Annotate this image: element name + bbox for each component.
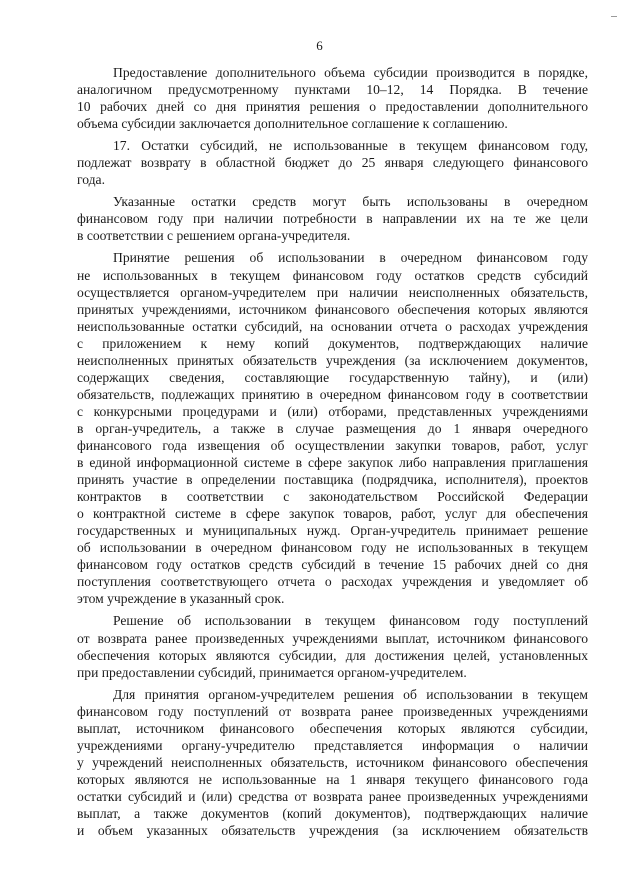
text-line: остатки субсидий и (или) средства от возврата ранее произведенных учреждениями bbox=[77, 788, 588, 804]
text-line: содержащих сведения, составляющие государственную тайну), и (или) bbox=[77, 369, 588, 385]
text-line: 17. Остатки субсидий, не использованные в текущем финансовом году, bbox=[113, 138, 588, 154]
text-line: осуществляется органом-учредителем при наличии неисполненных обязательств, bbox=[77, 284, 588, 300]
text-line: контрактов в соответствии с законодательством Российской Федерации bbox=[77, 489, 588, 505]
text-line: финансовом году остатков средств субсидий в течение 15 рабочих дней со дня bbox=[77, 557, 588, 573]
text-line: выплат, а также документов (копий документов), подтверждающих наличие bbox=[77, 805, 588, 821]
text-line: 10 рабочих дней со дня принятия решения о предоставлении дополнительного bbox=[77, 99, 588, 115]
text-line: в орган-учредитель, а также в случае размещения до 1 января очередного bbox=[77, 420, 588, 436]
text-line: обеспечения которых являются субсидии, для достижения целей, установленных bbox=[77, 647, 588, 663]
text-line: подлежат возврату в областной бюджет до 25 января следующего финансового bbox=[77, 155, 588, 171]
text-line: у учреждений неисполненных обязательств, источником финансового обеспечения bbox=[77, 754, 588, 770]
text-line: выплат, источником финансового обеспечения которых являются субсидии, bbox=[77, 720, 588, 736]
text-line: неисполненных принятых обязательств учреждения (за исключением документов, bbox=[77, 352, 588, 368]
text-line: учреждениями органу-учредителю представляется информация о наличии bbox=[77, 737, 588, 753]
text-line: принять участие в определении поставщика (подрядчика, исполнителя), проектов bbox=[77, 472, 588, 488]
paragraph bbox=[77, 612, 588, 680]
text-line: финансового года извещения об осуществлении закупки товаров, работ, услуг bbox=[77, 437, 588, 453]
text-line: финансовом году поступлений от возврата ранее произведенных учреждениями bbox=[77, 703, 588, 719]
paragraph bbox=[77, 686, 588, 839]
paragraph bbox=[77, 137, 588, 188]
text-line: Для принятия органом-учредителем решения об использовании в текущем bbox=[113, 686, 588, 702]
text-line: которых являются не использованные на 1 января текущего финансового года bbox=[77, 771, 588, 787]
text-line: при предоставлении субсидий, принимается органом-учредителем. bbox=[77, 664, 467, 680]
text-line: обязательств, подлежащих принятию в очередном финансовом году в соответствии bbox=[77, 386, 588, 402]
scan-mark bbox=[611, 16, 617, 17]
text-line: этом учреждение в указанный срок. bbox=[77, 591, 285, 607]
text-line: об использовании в очередном финансовом году не использованных в текущем bbox=[77, 540, 588, 556]
text-line: Принятие решения об использовании в очередном финансовом году bbox=[113, 250, 588, 266]
text-line: в соответствии с решением органа-учредителя. bbox=[77, 228, 351, 244]
text-line: и объем указанных обязательств учреждения (за исключением обязательств bbox=[77, 823, 588, 839]
paragraph bbox=[77, 193, 588, 244]
page-number: 6 bbox=[316, 38, 323, 53]
text-line: Предоставление дополнительного объема субсидии производится в порядке, bbox=[113, 65, 588, 80]
text-line: неиспользованные остатки субсидий, на основании отчета о расходах учреждения bbox=[77, 318, 588, 334]
text-line: от возврата ранее произведенных учреждениями выплат, источником финансового bbox=[77, 630, 588, 646]
text-line: государственных и муниципальных нужд. Орган-учредитель принимает решение bbox=[77, 523, 588, 539]
text-line: в единой информационной системе в сфере закупок либо направления приглашения bbox=[77, 455, 588, 471]
text-line: объема субсидии заключается дополнительное соглашение к соглашению. bbox=[77, 116, 508, 132]
text-line: с конкурсными процедурами и (или) отборами, представленных учреждениями bbox=[77, 403, 588, 419]
text-line: поступления соответствующего отчета о расходах учреждения и уведомляет об bbox=[77, 574, 588, 590]
text-line: не использованных в текущем финансовом году остатков средств субсидий bbox=[77, 267, 588, 283]
text-line: принятых учреждениями, источником финансового обеспечения которых являются bbox=[77, 301, 588, 317]
paragraph bbox=[77, 249, 588, 607]
document-body bbox=[77, 64, 588, 839]
text-line: о контрактной системе в сфере закупок товаров, работ, услуг для обеспечения bbox=[77, 506, 588, 522]
text-line: с приложением к нему копий документов, подтверждающих наличие bbox=[77, 335, 588, 351]
text-line: финансовом году при наличии потребности в направлении их на те же цели bbox=[77, 211, 588, 227]
paragraph bbox=[77, 64, 588, 132]
text-line: Указанные остатки средств могут быть использованы в очередном bbox=[113, 194, 588, 210]
text-line: Решение об использовании в текущем финансовом году поступлений bbox=[113, 613, 588, 629]
text-line: аналогичном предусмотренному пунктами 10–12, 14 Порядка. В течение bbox=[77, 82, 588, 98]
text-line: года. bbox=[77, 172, 105, 188]
